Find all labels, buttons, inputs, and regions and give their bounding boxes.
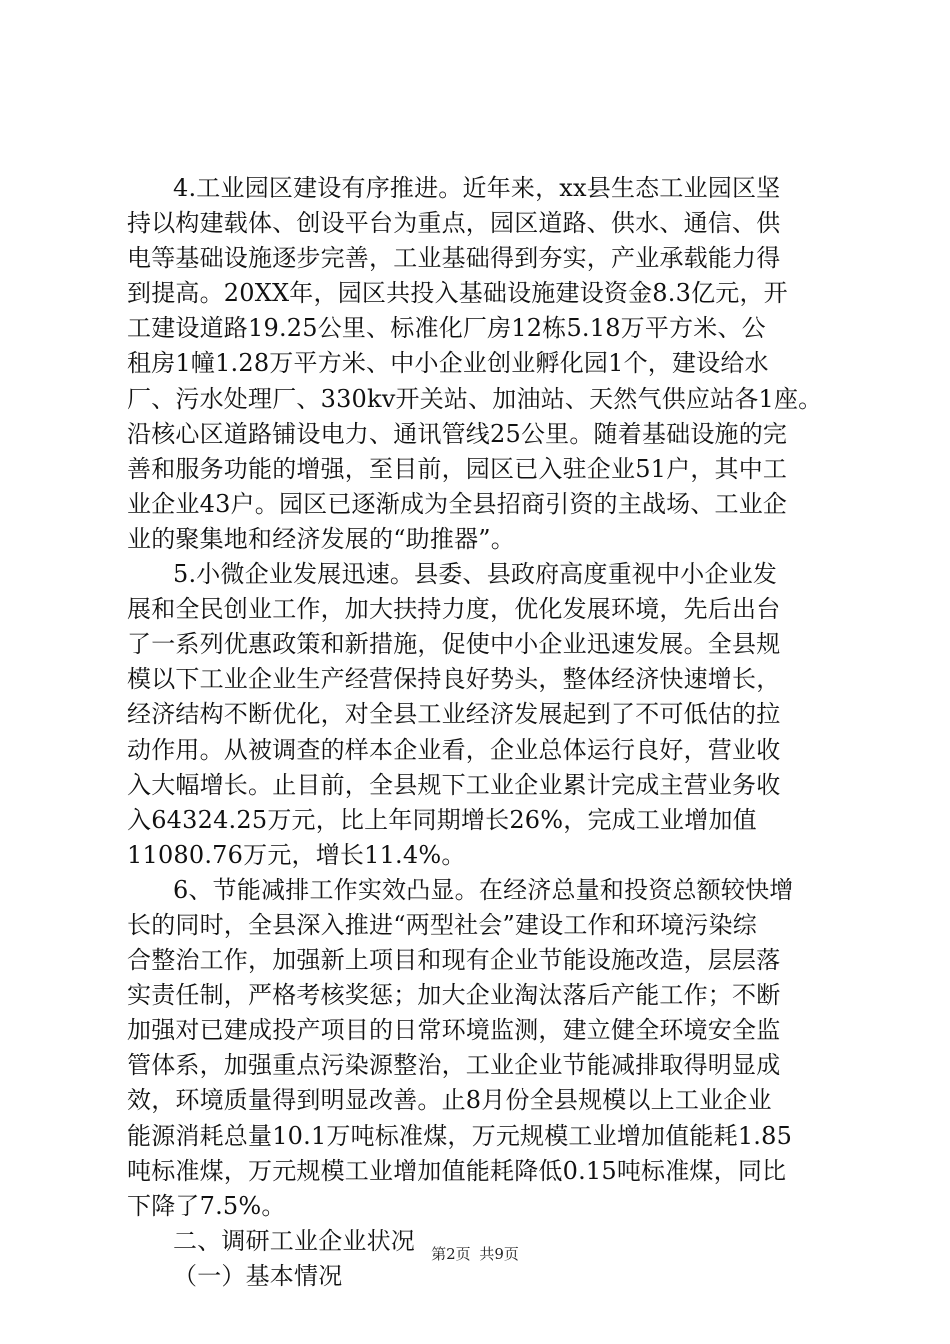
section-heading: 二、调研工业企业状况: [173, 1226, 415, 1255]
text-line: 吨标准煤，万元规模工业增加值能耗降低0.15吨标准煤，同比: [127, 1156, 787, 1185]
text-line: 模以下工业企业生产经营保持良好势头，整体经济快速增长，: [127, 665, 781, 694]
text-line: 能源消耗总量10.1万吨标准煤，万元规模工业增加值能耗1.85: [127, 1121, 793, 1150]
text-line: 沿核心区道路铺设电力、通讯管线25公里。随着基础设施的完: [127, 419, 788, 448]
text-line: 经济结构不断优化，对全县工业经济发展起到了不可低估的拉: [127, 700, 781, 729]
page-total: 共9页: [479, 1245, 519, 1263]
text-line: 4.工业园区建设有序推进。近年来，xx县生态工业园区坚: [173, 174, 781, 202]
text-line: 工建设道路19.25公里、标准化厂房12栋5.18万平方米、公: [127, 314, 766, 343]
text-line: 6、节能减排工作实效凸显。在经济总量和投资总额较快增: [173, 875, 794, 904]
text-line: 了一系列优惠政策和新措施，促使中小企业迅速发展。全县规: [127, 630, 781, 659]
page-footer: [0, 1244, 950, 1264]
text-line: 入大幅增长。止目前，全县规下工业企业累计完成主营业务收: [127, 770, 781, 799]
text-line: 展和全民创业工作，加大扶持力度，优化发展环境，先后出台: [127, 595, 781, 624]
text-line: 下降了7.5%。: [127, 1191, 286, 1220]
text-line: 业的聚集地和经济发展的“助推器”。: [127, 524, 515, 553]
document-body: [127, 171, 827, 1294]
text-line: 到提高。20XX年，园区共投入基础设施建设资金8.3亿元，开: [127, 279, 788, 308]
text-line: 长的同时，全县深入推进“两型社会”建设工作和环境污染综: [127, 910, 757, 939]
subsection-heading: （一）基本情况: [173, 1261, 343, 1290]
text-line: 动作用。从被调查的样本企业看，企业总体运行良好，营业收: [127, 735, 781, 764]
page-number: 第2页: [431, 1245, 471, 1263]
text-line: 实责任制，严格考核奖惩；加大企业淘汰落后产能工作；不断: [127, 981, 781, 1010]
text-line: 效，环境质量得到明显改善。止8月份全县规模以上工业企业: [127, 1086, 772, 1115]
text-line: 电等基础设施逐步完善，工业基础得到夯实，产业承载能力得: [127, 244, 781, 273]
text-line: 持以构建载体、创设平台为重点，园区道路、供水、通信、供: [127, 209, 781, 238]
text-line: 11080.76万元，增长11.4%。: [127, 840, 466, 869]
text-line: 入64324.25万元，比上年同期增长26%，完成工业增加值: [127, 805, 757, 834]
text-line: 租房1幢1.28万平方米、中小企业创业孵化园1个，建设给水: [127, 349, 769, 378]
text-line: 管体系，加强重点污染源整治，工业企业节能减排取得明显成: [127, 1051, 781, 1080]
text-line: 厂、污水处理厂、330kv开关站、加油站、天然气供应站各1座。: [127, 384, 823, 413]
text-line: 善和服务功能的增强，至目前，园区已入驻企业51户，其中工: [127, 454, 788, 483]
text-line: 5.小微企业发展迅速。县委、县政府高度重视中小企业发: [173, 560, 778, 589]
text-line: 加强对已建成投产项目的日常环境监测，建立健全环境安全监: [127, 1016, 781, 1045]
text-line: 合整治工作，加强新上项目和现有企业节能设施改造，层层落: [127, 946, 781, 975]
text-line: 业企业43户。园区已逐渐成为全县招商引资的主战场、工业企: [127, 489, 788, 518]
